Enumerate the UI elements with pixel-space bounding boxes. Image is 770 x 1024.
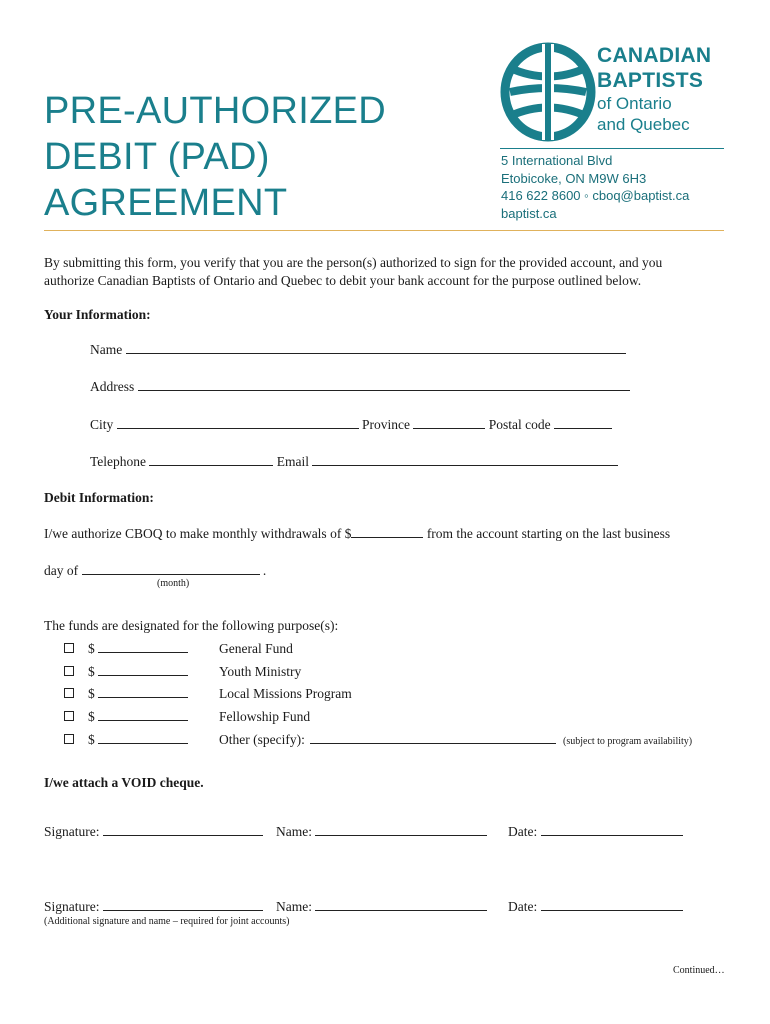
- province-field[interactable]: [413, 416, 485, 429]
- purpose-amount-fellowship-fund[interactable]: [88, 707, 188, 726]
- currency-sign: $: [88, 686, 95, 701]
- purpose-label-fellowship-fund: Fellowship Fund: [219, 709, 311, 724]
- signature-name-label: Name:: [276, 899, 312, 914]
- other-note: (subject to program availability): [563, 736, 693, 747]
- page-title: [44, 88, 424, 226]
- purpose-checkbox-fellowship-fund[interactable]: [64, 708, 74, 726]
- start-month-field[interactable]: [82, 562, 260, 575]
- telephone-field[interactable]: [149, 453, 273, 466]
- intro-line-2: authorize Canadian Baptists of Ontario and Quebec to debit your bank account for the purpose outlined below.: [44, 273, 642, 288]
- authorize-row: [44, 524, 670, 543]
- purpose-amount-local-missions[interactable]: [88, 684, 188, 703]
- purpose-other-row: [219, 730, 556, 749]
- title-line-3: AGREEMENT: [44, 182, 288, 224]
- org-line-4: and Quebec: [597, 115, 690, 134]
- purpose-checkbox-other[interactable]: [64, 731, 74, 749]
- email-field[interactable]: [312, 453, 618, 466]
- province-label: Province: [362, 417, 411, 432]
- purpose-label-general-fund: General Fund: [219, 641, 293, 656]
- your-information-heading: Your Information:: [44, 307, 151, 322]
- date-label: Date:: [508, 824, 538, 839]
- withdrawal-amount-field[interactable]: [351, 525, 423, 538]
- name-field[interactable]: [126, 341, 626, 354]
- signature-field-2[interactable]: [103, 898, 263, 911]
- purpose-checkbox-general-fund[interactable]: [64, 640, 74, 658]
- date-field-2[interactable]: [541, 898, 683, 911]
- currency-sign: $: [88, 732, 95, 747]
- city-label: City: [90, 417, 114, 432]
- signature-row-1: [44, 822, 263, 841]
- header-divider: [500, 148, 724, 149]
- title-line-2: DEBIT (PAD): [44, 136, 270, 178]
- organization-name: [597, 43, 711, 135]
- logo-icon: [500, 40, 600, 146]
- date-label: Date:: [508, 899, 538, 914]
- purpose-amount-youth-ministry[interactable]: [88, 662, 188, 681]
- currency-sign: $: [88, 709, 95, 724]
- website-link[interactable]: baptist.ca: [501, 205, 557, 221]
- day-of-label: day of: [44, 563, 79, 578]
- contact-phone-email: 416 622 8600 ◦ cboq@baptist.ca: [501, 188, 690, 203]
- purposes-heading: The funds are designated for the following purpose(s):: [44, 618, 339, 633]
- signature-row-2: [44, 897, 263, 916]
- month-hint: (month): [157, 578, 190, 589]
- signature-field-1[interactable]: [103, 823, 263, 836]
- address-field[interactable]: [138, 378, 630, 391]
- currency-sign: $: [88, 641, 95, 656]
- intro-line-1: By submitting this form, you verify that you are the person(s) authorized to sign for the provided account, and you: [44, 255, 663, 270]
- address-row: [90, 377, 630, 396]
- authorize-suffix: from the account starting on the last business: [426, 526, 671, 541]
- signature-label: Signature:: [44, 824, 100, 839]
- other-specify-field[interactable]: [310, 731, 556, 744]
- purpose-amount-other[interactable]: [88, 730, 188, 749]
- start-month-row: [44, 561, 266, 580]
- signature-label: Signature:: [44, 899, 100, 914]
- address-label: Address: [90, 379, 135, 394]
- telephone-label: Telephone: [90, 454, 147, 469]
- purpose-checkbox-local-missions[interactable]: [64, 685, 74, 703]
- name-label: Name: [90, 342, 123, 357]
- authorize-prefix: I/we authorize CBOQ to make monthly withdrawals of $: [44, 526, 352, 541]
- name-row-2: [276, 897, 487, 916]
- currency-sign: $: [88, 664, 95, 679]
- purpose-label-youth-ministry: Youth Ministry: [219, 664, 302, 679]
- city-field[interactable]: [117, 416, 359, 429]
- debit-information-heading: Debit Information:: [44, 490, 154, 505]
- address-line-2: Etobicoke, ON M9W 6H3: [501, 170, 647, 186]
- purpose-checkbox-youth-ministry[interactable]: [64, 663, 74, 681]
- date-row-2: [508, 897, 683, 916]
- org-line-1: CANADIAN: [597, 44, 712, 67]
- void-cheque-note: I/we attach a VOID cheque.: [44, 775, 204, 790]
- postal-code-field[interactable]: [554, 416, 612, 429]
- name-row-1: [276, 822, 487, 841]
- section-divider: [44, 230, 724, 231]
- city-row: [90, 415, 612, 434]
- date-row-1: [508, 822, 683, 841]
- continued-note: Continued…: [673, 965, 725, 976]
- purpose-label-local-missions: Local Missions Program: [219, 686, 352, 701]
- signature-name-field-1[interactable]: [315, 823, 487, 836]
- day-of-period: .: [262, 563, 267, 578]
- telephone-row: [90, 452, 618, 471]
- org-line-2: BAPTISTS: [597, 69, 704, 92]
- signature-name-field-2[interactable]: [315, 898, 487, 911]
- purpose-amount-general-fund[interactable]: [88, 639, 188, 658]
- title-line-1: PRE-AUTHORIZED: [44, 90, 386, 132]
- date-field-1[interactable]: [541, 823, 683, 836]
- address-line-1: 5 International Blvd: [501, 153, 613, 168]
- org-line-3: of Ontario: [597, 94, 672, 113]
- postal-code-label: Postal code: [488, 417, 551, 432]
- email-label: Email: [276, 454, 310, 469]
- contact-block: [501, 152, 689, 222]
- signature-name-label: Name:: [276, 824, 312, 839]
- purpose-label-other: Other (specify):: [219, 732, 305, 747]
- name-row: [90, 340, 626, 359]
- joint-accounts-note: (Additional signature and name – required for joint accounts): [44, 916, 290, 927]
